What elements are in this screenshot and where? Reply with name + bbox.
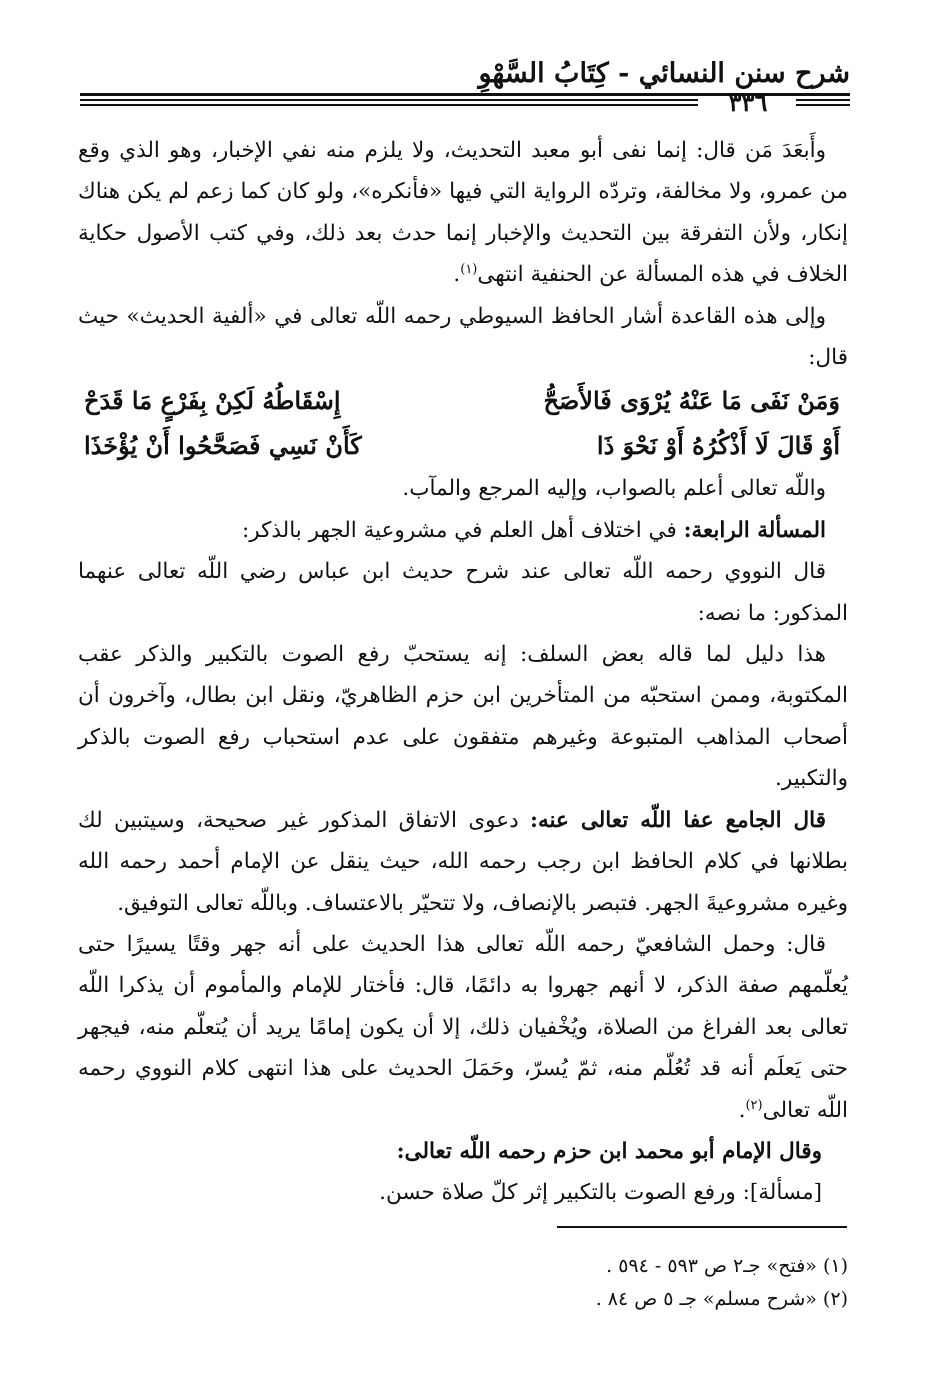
- main-text: [78, 130, 848, 1214]
- section-heading: المسألة الرابعة:: [683, 517, 826, 543]
- footnote-2: (٢) «شرح مسلم» جـ ٥ ص ٨٤ .: [595, 1288, 848, 1310]
- paragraph-1: وأَبعَدَ مَن قال: إنما نفى أبو معبد التحديث، ولا يلزم منه نفي الإخبار، وهو الذي وقع من عمرو، ولا مخالفة، وتردّه الرواية التي فيها «فأنكره»، ولو كان كما زعم لم يكن هناك إنكار، ولأن التفرقة بين التحديث والإخبار إنما حدث بعد ذلك، وفي كتب الأصول حكاية الخلاف في هذه المسألة عن الحنفية انتهى$^{(١)}$.: [78, 138, 848, 288]
- paragraph-10: [مسألة]: ورفع الصوت بالتكبير إثر كلّ صلاة حسن.: [379, 1180, 822, 1206]
- paragraph-7: [78, 800, 848, 924]
- paragraph-5: قال النووي رحمه اللّه تعالى عند شرح حديث ابن عباس رضي اللّه تعالى عنهما المذكور: ما نصه:: [78, 559, 848, 626]
- paragraph-8: قال: وحمل الشافعيّ رحمه اللّه تعالى هذا الحديث على أنه جهر وقتًا يسيرًا حتى يُعلّمهم صفة الذكر، لا أنهم جهروا به دائمًا، قال: فأختار للإمام والمأموم أن يذكرا اللّه تعالى بعد الفراغ من الصلاة، ويُخْفيان ذلك، إلا أن يكون إمامًا يريد أن يُتعلّم منه، فيجهر حتى يَعلَم أنه قد تُعُلّم منه، ثمّ يُسرّ، وحَمَلَ الحديث على هذا انتهى كلام النووي رحمه اللّه تعالى$^{(٢)}$.: [78, 931, 848, 1123]
- paragraph-4: [78, 510, 848, 551]
- paragraph-6: هذا دليل لما قاله بعض السلف: إنه يستحبّ رفع الصوت بالتكبير والذكر عقب المكتوبة، وممن استحبّه من المتأخرين ابن حزم الظاهريّ، ونقل ابن بطال، وآخرون أن أصحاب المذاهب المتبوعة وغيرهم متفقون على عدم استحباب رفع الصوت بالذكر والتكبير.: [78, 642, 848, 792]
- paragraph-9: [78, 1131, 848, 1172]
- paragraph-1-text: وأَبعَدَ مَن قال: إنما نفى أبو معبد التحديث، ولا يلزم منه نفي الإخبار، وهو الذي وقع من عمرو، ولا مخالفة، وتردّه الرواية التي فيها «فأنكره»، ولو كان كما زعم لم يكن هناك إنكار، ولأن التفرقة بين التحديث والإخبار إنما حدث بعد ذلك، وفي كتب الأصول حكاية الخلاف في هذه المسألة عن الحنفية انتهى: [78, 138, 848, 288]
- running-title: شرح سنن النسائي - كِتَابُ السَّهْوِ: [478, 58, 850, 89]
- footnote-ref-1: (١): [460, 262, 478, 278]
- verse-1-second-half: إِسْقَاطُهُ لَكِنْ بِفَرْعٍ مَا قَدَحْ: [84, 386, 341, 416]
- quote-heading: وقال الإمام أبو محمد ابن حزم رحمه اللّه تعالى:: [396, 1138, 822, 1164]
- paragraph-3: واللّه تعالى أعلم بالصواب، وإليه المرجع والمآب.: [402, 476, 826, 502]
- verse-line-2: [78, 423, 848, 468]
- footnotes: [440, 1250, 848, 1316]
- section-heading-rest: في اختلاف أهل العلم في مشروعية الجهر بالذكر:: [242, 517, 684, 543]
- verse-2-first-half: أَوْ قَالَ لَا أَذْكُرُهُ أَوْ نَحْوَ ذَا: [596, 431, 840, 461]
- header-rule-right-2: [796, 104, 850, 106]
- paragraph-8-text: قال: وحمل الشافعيّ رحمه اللّه تعالى هذا الحديث على أنه جهر وقتًا يسيرًا حتى يُعلّمهم صفة الذكر، لا أنهم جهروا به دائمًا، قال: فأختار للإمام والمأموم أن يذكرا اللّه تعالى بعد الفراغ من الصلاة، ويُخْفيان ذلك، إلا أن يكون إمامًا يريد أن يُتعلّم منه، فيجهر حتى يَعلَم أنه قد تُعُلّم منه، ثمّ يُسرّ، وحَمَلَ الحديث على هذا انتهى كلام النووي رحمه اللّه تعالى: [78, 931, 848, 1123]
- author-note-text: دعوى الاتفاق المذكور غير صحيحة، وسيتبين لك بطلانها في كلام الحافظ ابن رجب رحمه الله، حيث ينقل عن الإمام أحمد رحمه الله وغيره مشروعيةَ الجهر. فتبصر بالإنصاف، ولا تتحيّر بالاعتساف. وباللّه تعالى التوفيق.: [78, 807, 848, 916]
- verse-1-first-half: وَمَنْ نَفَى مَا عَنْهُ يُرْوَى فَالأَصَحُّ: [543, 386, 840, 416]
- header-rule-left: [80, 99, 698, 101]
- footnote-ref-2: (٢): [745, 1097, 763, 1113]
- header-rule-left-2: [80, 104, 698, 106]
- header-rule-right: [796, 99, 850, 101]
- verse-line-1: [78, 378, 848, 423]
- author-note-heading: قال الجامع عفا اللّه تعالى عنه:: [530, 807, 827, 833]
- verse-2-second-half: كَأَنْ نَسِي فَصَحَّحُوا أَنْ يُؤْخَذَا: [84, 431, 362, 461]
- footnote-1: (١) «فتح» جـ٢ ص ٥٩٣ - ٥٩٤ .: [606, 1255, 848, 1277]
- paragraph-2: وإلى هذه القاعدة أشار الحافظ السيوطي رحمه اللّه تعالى في «ألفية الحديث» حيث قال:: [78, 303, 848, 371]
- footnote-separator: [557, 1226, 847, 1228]
- page-number: ٣٣٦: [728, 88, 768, 117]
